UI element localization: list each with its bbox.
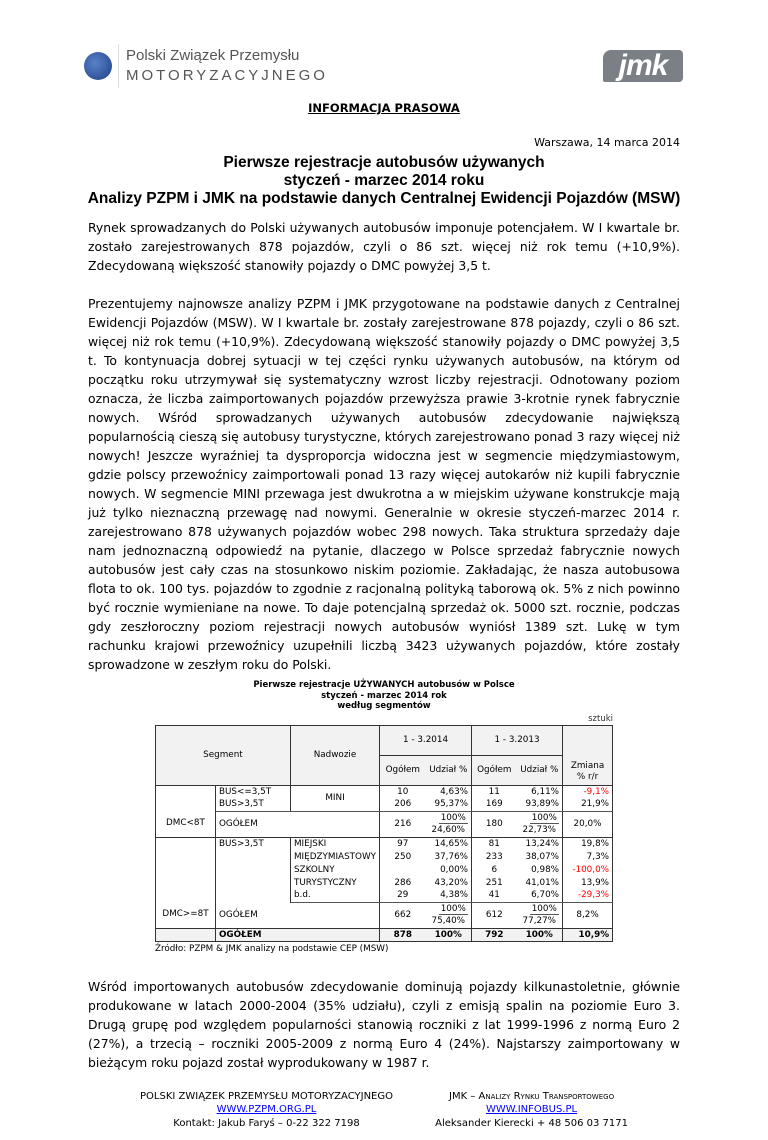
pzpm-emblem-icon xyxy=(84,52,112,80)
cell: 6 xyxy=(491,864,498,875)
header-ogolem-2014: Ogółem xyxy=(380,755,426,785)
cell: MIĘDZYMIASTOWY xyxy=(290,850,379,863)
segments-table xyxy=(155,725,613,942)
cell: 38,07% xyxy=(517,850,563,863)
press-label: INFORMACJA PRASOWA xyxy=(308,101,460,115)
table-row xyxy=(155,785,612,798)
footer-org: POLSKI ZWIĄZEK PRZEMYSŁU MOTORYZACYJNEGO xyxy=(140,1090,393,1102)
cell: BUS<=3,5T xyxy=(215,785,290,798)
footer-contact: Kontakt: Jakub Faryś – 0-22 322 7198 xyxy=(173,1117,360,1129)
cell: 43,20% xyxy=(426,876,472,889)
cell: 97 xyxy=(397,838,409,849)
footer-jmk xyxy=(435,1090,628,1131)
table-source: Źródło: PZPM & JMK analizy na podstawie CEP (MSW) xyxy=(154,943,389,954)
cell: 250 xyxy=(394,851,412,862)
jmk-logo: jmk xyxy=(603,50,683,82)
cell: 29 xyxy=(380,889,426,902)
title-line3: Analizy PZPM i JMK na podstawie danych Centralnej Ewidencji Pojazdów (MSW) xyxy=(87,190,681,207)
total-row xyxy=(155,928,612,941)
paragraph-body: Prezentujemy najnowsze analizy PZPM i JMK przygotowane na podstawie danych z Centralnej Ewidencji Pojazdów (MSW). W I kwartale br. zostały zarejestrowane 878 pojazdy, czyli o 86 szt. więcej niż rok temu (+10,9%). Zdecydowaną większość stanowiły pojazdy o DMC powyżej 3,5 t. To kontynuacja dobrej sytuacji w tej części rynku używanych autobusów, na którym od początku roku utrzymywał się systematyczny wzrost liczby rejestracji. Odnotowany poziom oznacza, że liczba zaimportowanych pojazdów przewyższa prawie 3-krotnie rynek fabrycznie nowych. Wśród sprowadzanych używanych autobusów zdecydowanie największą popularnością cieszą się autobusy turystyczne, których zarejestrowano ponad 3 razy więcej niż nowych! Jeszcze wyraźniej ta dysproporcja widoczna jest w segmencie międzymiastowym, gdzie polscy przewoźnicy zaimportowali ponad 13 razy więcej autokarów niż kupili fabrycznie nowych. W segmencie MINI przewaga jest dwukrotna a w miejskim używane konstrukcje mają już tylko nieznaczną przewagę nad nowymi. Generalnie w okresie styczeń-marzec 2014 r. zarejestrowano 878 używanych pojazdów wobec 298 nowych. Taka struktura sprzedaży daje nam jednoznaczną odpowiedź na pytanie, dlaczego w Polsce sprzedaż fabrycznie nowych autobusów jest cały czas na stosunkowo niskim poziomie. Zakładając, że nasza autobusowa flota to ok. 100 tys. pojazdów to zgodnie z racjonalną polityką taborową ok. 5% z nich powinno być rocznie wymieniane na nowe. To daje potencjalną sprzedaż ok. 5000 szt. rocznie, podczas gdy zeszłoroczny poziom rejestracji nowych autobusów wyniósł 1389 szt. Lukę w tym rachunku krajowi przewoźnicy uzupełnili liczbą 3423 używanych pojazdów, które zostały sprowadzone w zeszłym roku do Polski. xyxy=(88,296,680,672)
caption-line3: według segmentów xyxy=(337,701,431,711)
cell: OGÓŁEM xyxy=(215,811,379,837)
cell: 792 xyxy=(472,928,517,941)
cell xyxy=(380,863,426,876)
dmc-lt8-label: DMC<8T xyxy=(155,785,215,837)
cell: 37,76% xyxy=(426,850,472,863)
cell: TURYSTYCZNY xyxy=(290,876,379,889)
table-row xyxy=(155,837,612,850)
cell: 41 xyxy=(472,889,517,902)
header-ogolem-2013: Ogółem xyxy=(472,755,517,785)
header-zmiana: Zmiana % r/r xyxy=(563,725,613,785)
cell: -9,1% xyxy=(563,785,613,798)
footer-org: JMK – Analizy Rynku Transportowego xyxy=(449,1090,615,1102)
header-udzial-2013: Udział % xyxy=(517,755,563,785)
date: Warszawa, 14 marca 2014 xyxy=(534,136,680,149)
divider xyxy=(118,44,119,88)
cell: 14,65% xyxy=(426,837,472,850)
cell: 216 xyxy=(380,811,426,837)
cell: 8,2% xyxy=(563,902,613,928)
cell: 251 xyxy=(485,877,503,888)
table-caption xyxy=(155,680,613,712)
cell: BUS>3,5T xyxy=(215,798,290,811)
cell: -29,3% xyxy=(563,889,613,902)
paragraph-lead: Rynek sprowadzanych do Polski używanych autobusów imponuje potencjałem. W I kwartale br. zostało zarejestrowanych 878 pojazdów, czyli o 86 szt. więcej niż rok temu (+10,9%). Zdecydowaną większość stanowiły pojazdy o DMC powyżej 3,5 t. xyxy=(88,220,680,273)
table-row xyxy=(155,811,612,837)
cell: 10,9% xyxy=(563,928,613,941)
cell: 11 xyxy=(488,786,500,797)
cell: 100% 75,40% xyxy=(426,902,472,928)
cell: 81 xyxy=(488,838,500,849)
cell: 206 xyxy=(380,798,426,811)
cell: 0,98% xyxy=(517,863,563,876)
title-line2: styczeń - marzec 2014 roku xyxy=(283,172,485,189)
cell: 93,89% xyxy=(517,798,563,811)
pzpm-logo-line2: MOTORYZACYJNEGO xyxy=(126,67,328,84)
cell: 41,01% xyxy=(517,876,563,889)
caption-line1: Pierwsze rejestracje UŻYWANYCH autobusów w Polsce xyxy=(253,680,515,690)
cell: 662 xyxy=(380,902,426,928)
caption-line2: styczeń - marzec 2014 rok xyxy=(321,690,447,701)
cell: 878 xyxy=(380,928,426,941)
footer-contact: Aleksander Kierecki + 48 506 03 7171 xyxy=(435,1117,628,1129)
cell: 20,0% xyxy=(563,811,613,837)
cell: 286 xyxy=(394,877,412,888)
cell: 7,3% xyxy=(563,850,613,863)
footer-pzpm xyxy=(140,1090,393,1131)
cell: SZKOLNY xyxy=(290,863,379,876)
cell: 180 xyxy=(472,811,517,837)
document-title xyxy=(60,154,708,208)
cell: 100% xyxy=(517,928,563,941)
infobus-link[interactable]: WWW.INFOBUS.PL xyxy=(486,1104,578,1115)
cell: 612 xyxy=(472,902,517,928)
cell: 100% 24,60% xyxy=(426,811,472,837)
cell xyxy=(155,928,215,941)
header-nadwozie: Nadwozie xyxy=(290,725,379,785)
units-label: sztuki xyxy=(588,713,614,724)
cell: MINI xyxy=(290,785,379,811)
cell: 169 xyxy=(472,798,517,811)
pzpm-logo xyxy=(84,44,328,88)
dmc-ge8-label: DMC>=8T xyxy=(155,837,215,928)
pzpm-link[interactable]: WWW.PZPM.ORG.PL xyxy=(216,1104,317,1115)
cell: OGÓŁEM xyxy=(215,928,379,941)
header-2013: 1 - 3.2013 xyxy=(472,725,563,755)
cell: 100% 77,27% xyxy=(517,902,563,928)
header-udzial-2014: Udział % xyxy=(426,755,472,785)
cell: -100,0% xyxy=(563,863,613,876)
table-row xyxy=(155,798,612,811)
cell: 4,63% xyxy=(426,785,472,798)
cell: MIEJSKI xyxy=(290,837,379,850)
cell: 233 xyxy=(485,851,503,862)
cell: OGÓŁEM xyxy=(215,902,379,928)
cell: 21,9% xyxy=(563,798,613,811)
cell: 10 xyxy=(397,786,409,797)
title-line1: Pierwsze rejestracje autobusów używanych xyxy=(223,154,545,171)
cell: 19,8% xyxy=(563,837,613,850)
pzpm-logo-line1: Polski Związek Przemysłu xyxy=(126,47,300,64)
cell: 6,11% xyxy=(517,785,563,798)
header-segment: Segment xyxy=(155,725,290,785)
cell: 13,24% xyxy=(517,837,563,850)
cell: 4,38% xyxy=(426,889,472,902)
paragraph-age: Wśród importowanych autobusów zdecydowanie dominują pojazdy kilkunastoletnie, głównie produkowane w latach 2000-2004 (35% udziału), czyli z emisją spalin na poziomie Euro 3. Drugą grupę pod względem popularności stanowią roczniki z lat 1999-1996 z normą Euro 2 (27%), a trzecią – roczniki 2005-2009 z normą Euro 4 (24%). Najstarszy zaimportowany w bieżącym roku pojazd został wyprodukowany w 1987 r. xyxy=(88,978,680,1070)
cell: 95,37% xyxy=(426,798,472,811)
header-2014: 1 - 3.2014 xyxy=(380,725,472,755)
cell: b.d. xyxy=(290,889,379,902)
cell: 13,9% xyxy=(563,876,613,889)
cell: BUS>3,5T xyxy=(215,837,290,902)
cell: 6,70% xyxy=(517,889,563,902)
table-row xyxy=(155,902,612,928)
cell: 100% 22,73% xyxy=(517,811,563,837)
cell: 100% xyxy=(426,928,472,941)
cell: 0,00% xyxy=(426,863,472,876)
